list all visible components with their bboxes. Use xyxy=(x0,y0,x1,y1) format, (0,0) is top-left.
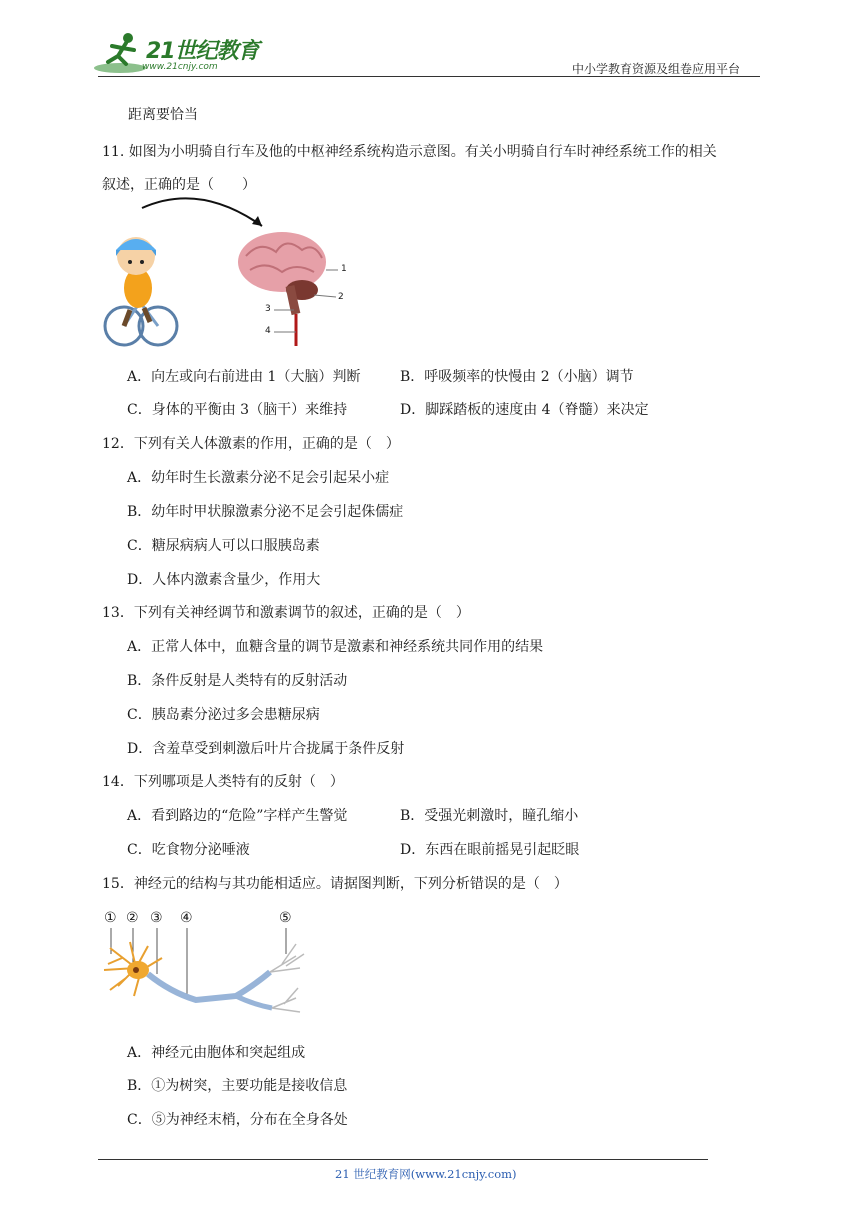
q11-stem-line2: 叙述，正确的是（ ） xyxy=(102,177,256,193)
q12-option-b: B．幼年时甲状腺激素分泌不足会引起侏儒症 xyxy=(127,504,404,520)
q12-option-d: D．人体内激素含量少，作用大 xyxy=(127,572,321,588)
q11-option-c: C．身体的平衡由 3（脑干）来维持 xyxy=(127,402,348,418)
q14-option-a: A．看到路边的“危险”字样产生警觉 xyxy=(127,808,348,824)
q14-option-c: C．吃食物分泌唾液 xyxy=(127,842,250,858)
q11-figure xyxy=(100,196,360,354)
logo-text: 21世纪教育 xyxy=(146,39,259,64)
cyclist-icon xyxy=(105,237,177,345)
nucleus xyxy=(133,967,139,973)
site-logo xyxy=(92,28,262,78)
q15-label-3: ③ xyxy=(150,910,163,926)
q11-stem-line1: 11. 如图为小明骑自行车及他的中枢神经系统构造示意图。有关小明骑自行车时神经系统工作的相关 xyxy=(102,144,717,160)
axon xyxy=(148,972,270,1000)
q13-stem: 13．下列有关神经调节和激素调节的叙述，正确的是（ ） xyxy=(102,605,470,621)
q14-option-d: D．东西在眼前摇晃引起眨眼 xyxy=(400,842,580,858)
q15-option-c: C．⑤为神经末梢，分布在全身各处 xyxy=(127,1112,348,1128)
header-divider xyxy=(98,76,760,77)
q15-stem: 15．神经元的结构与其功能相适应。请据图判断，下列分析错误的是（ ） xyxy=(102,876,568,892)
nerve-endings xyxy=(270,944,304,1012)
header-platform-name: 中小学教育资源及组卷应用平台 xyxy=(572,62,741,76)
q11-label-3: 3 xyxy=(265,304,271,314)
q12-stem: 12．下列有关人体激素的作用，正确的是（ ） xyxy=(102,436,400,452)
q15-label-4: ④ xyxy=(180,910,193,926)
q11-label-2: 2 xyxy=(338,292,344,302)
q15-label-1: ① xyxy=(104,910,117,926)
q15-label-5: ⑤ xyxy=(279,910,292,926)
q14-option-b: B．受强光刺激时，瞳孔缩小 xyxy=(400,808,579,824)
q11-option-b: B．呼吸频率的快慢由 2（小脑）调节 xyxy=(400,369,634,385)
q12-option-a: A．幼年时生长激素分泌不足会引起呆小症 xyxy=(127,470,390,486)
footer-text: 21 世纪教育网(www.21cnjy.com) xyxy=(335,1167,517,1181)
curved-arrow xyxy=(142,198,262,226)
q12-option-c: C．糖尿病病人可以口服胰岛素 xyxy=(127,538,320,554)
q11-label-4: 4 xyxy=(265,326,271,336)
q13-option-b: B．条件反射是人类特有的反射活动 xyxy=(127,673,348,689)
q14-stem: 14．下列哪项是人类特有的反射（ ） xyxy=(102,774,344,790)
q13-option-c: C．胰岛素分泌过多会患糖尿病 xyxy=(127,707,320,723)
q13-option-a: A．正常人体中，血糖含量的调节是激素和神经系统共同作用的结果 xyxy=(127,639,544,655)
footer-divider xyxy=(98,1159,708,1160)
q15-label-2: ② xyxy=(126,910,139,926)
q11-option-d: D．脚踩踏板的速度由 4（脊髓）来决定 xyxy=(400,402,649,418)
continuation-text: 距离要恰当 xyxy=(128,107,198,123)
q13-option-d: D．含羞草受到刺激后叶片合拢属于条件反射 xyxy=(127,741,405,757)
brain-icon xyxy=(238,232,326,346)
q15-option-b: B．①为树突，主要功能是接收信息 xyxy=(127,1078,348,1094)
q15-option-a: A．神经元由胞体和突起组成 xyxy=(127,1045,306,1061)
q11-option-a: A．向左或向右前进由 1（大脑）判断 xyxy=(127,369,361,385)
q11-label-1: 1 xyxy=(341,264,347,274)
logo-url: www.21cnjy.com xyxy=(142,62,218,72)
